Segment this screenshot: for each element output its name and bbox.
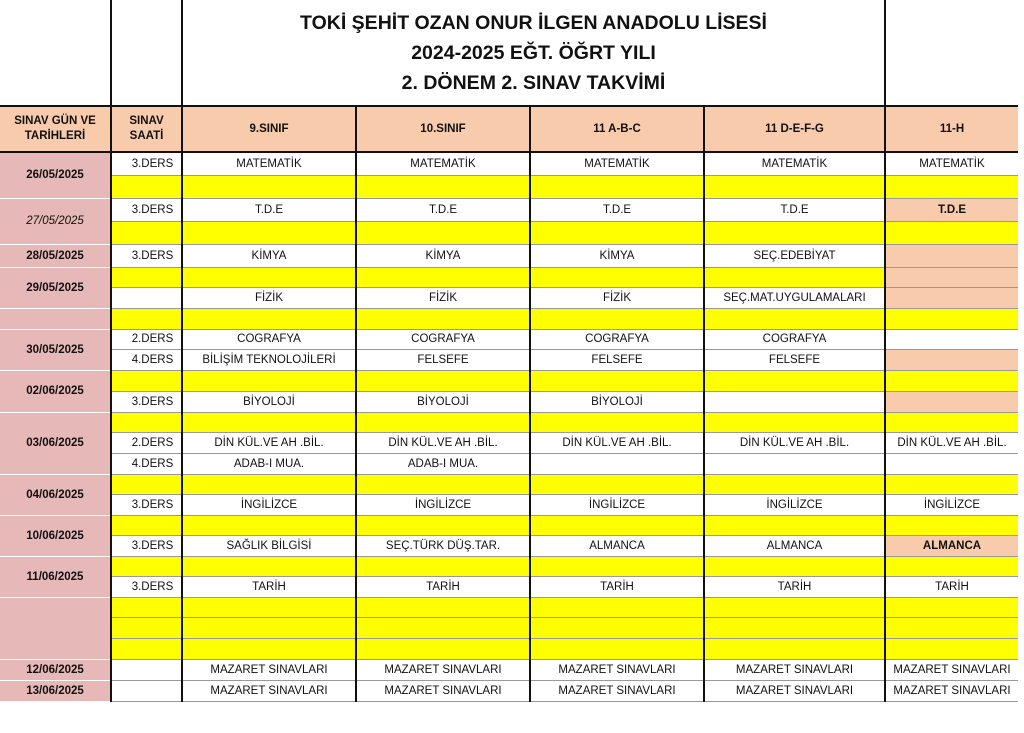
subject-cell-grade-11-defg[interactable]: ALMANCA bbox=[704, 535, 885, 556]
subject-cell-grade-11-h[interactable]: MATEMATİK bbox=[885, 152, 1018, 175]
subject-cell-grade-11-abc[interactable]: COGRAFYA bbox=[530, 329, 704, 349]
header-grade-11-h[interactable]: 11-H bbox=[885, 106, 1018, 152]
schedule-row bbox=[0, 221, 1018, 244]
subject-cell-grade-11-h[interactable] bbox=[885, 474, 1018, 494]
subject-cell-grade-9[interactable]: BİLİŞİM TEKNOLOJİLERİ bbox=[182, 349, 356, 370]
subject-cell-grade-10[interactable]: COGRAFYA bbox=[356, 329, 530, 349]
schedule-row bbox=[0, 659, 1018, 680]
blank-corner-cell[interactable] bbox=[885, 0, 1018, 106]
subject-cell-grade-11-h[interactable]: MAZARET SINAVLARI bbox=[885, 659, 1018, 680]
subject-cell-grade-10[interactable] bbox=[356, 515, 530, 535]
date-cell[interactable]: 29/05/2025 bbox=[0, 267, 111, 308]
subject-cell-grade-11-defg[interactable]: DİN KÜL.VE AH .BİL. bbox=[704, 432, 885, 453]
subject-cell-grade-9[interactable]: MAZARET SINAVLARI bbox=[182, 659, 356, 680]
subject-cell-grade-10[interactable] bbox=[356, 175, 530, 198]
subject-cell-grade-11-abc[interactable] bbox=[530, 267, 704, 287]
schedule-row bbox=[0, 244, 1018, 267]
subject-cell-grade-9[interactable]: KİMYA bbox=[182, 244, 356, 267]
subject-cell-grade-11-abc[interactable]: İNGİLİZCE bbox=[530, 494, 704, 515]
time-cell[interactable] bbox=[111, 370, 182, 391]
subject-cell-grade-10[interactable]: ADAB-I MUA. bbox=[356, 453, 530, 474]
time-cell[interactable]: 2.DERS bbox=[111, 432, 182, 453]
date-cell[interactable]: 27/05/2025 bbox=[0, 198, 111, 244]
subject-cell-grade-11-abc[interactable]: FİZİK bbox=[530, 287, 704, 308]
subject-cell-grade-11-abc[interactable]: ALMANCA bbox=[530, 535, 704, 556]
subject-cell-grade-11-h[interactable] bbox=[885, 597, 1018, 617]
time-cell[interactable]: 3.DERS bbox=[111, 198, 182, 221]
subject-cell-grade-11-abc[interactable]: MAZARET SINAVLARI bbox=[530, 680, 704, 701]
time-cell[interactable] bbox=[111, 308, 182, 329]
time-cell[interactable] bbox=[111, 412, 182, 432]
blank-corner-cell[interactable] bbox=[111, 0, 182, 106]
header-grade-11-abc[interactable]: 11 A-B-C bbox=[530, 106, 704, 152]
time-cell[interactable] bbox=[111, 597, 182, 617]
time-cell[interactable]: 4.DERS bbox=[111, 349, 182, 370]
subject-cell-grade-11-defg[interactable]: MATEMATİK bbox=[704, 152, 885, 175]
subject-cell-grade-10[interactable]: KİMYA bbox=[356, 244, 530, 267]
date-cell[interactable]: 10/06/2025 bbox=[0, 515, 111, 556]
subject-cell-grade-11-h[interactable] bbox=[885, 308, 1018, 329]
subject-cell-grade-11-abc[interactable]: TARİH bbox=[530, 576, 704, 597]
subject-cell-grade-11-defg[interactable] bbox=[704, 474, 885, 494]
subject-cell-grade-11-defg[interactable] bbox=[704, 412, 885, 432]
subject-cell-grade-9[interactable]: DİN KÜL.VE AH .BİL. bbox=[182, 432, 356, 453]
subject-cell-grade-11-abc[interactable]: FELSEFE bbox=[530, 349, 704, 370]
subject-cell-grade-11-h[interactable] bbox=[885, 391, 1018, 412]
subject-cell-grade-11-h[interactable] bbox=[885, 175, 1018, 198]
schedule-row bbox=[0, 370, 1018, 391]
subject-cell-grade-11-h[interactable] bbox=[885, 412, 1018, 432]
header-grade-11-defg[interactable]: 11 D-E-F-G bbox=[704, 106, 885, 152]
subject-cell-grade-11-abc[interactable]: DİN KÜL.VE AH .BİL. bbox=[530, 432, 704, 453]
date-cell[interactable]: 26/05/2025 bbox=[0, 152, 111, 198]
subject-cell-grade-9[interactable] bbox=[182, 617, 356, 638]
schedule-row bbox=[0, 175, 1018, 198]
time-cell[interactable]: 3.DERS bbox=[111, 244, 182, 267]
schedule-title: 2. DÖNEM 2. SINAV TAKVİMİ bbox=[401, 71, 666, 94]
schedule-row bbox=[0, 412, 1018, 432]
subject-cell-grade-11-abc[interactable]: MAZARET SINAVLARI bbox=[530, 659, 704, 680]
time-cell[interactable]: 3.DERS bbox=[111, 391, 182, 412]
time-cell[interactable]: 3.DERS bbox=[111, 494, 182, 515]
time-cell[interactable] bbox=[111, 287, 182, 308]
subject-cell-grade-11-h[interactable]: ALMANCA bbox=[885, 535, 1018, 556]
schedule-row bbox=[0, 535, 1018, 556]
subject-cell-grade-9[interactable] bbox=[182, 308, 356, 329]
schedule-row bbox=[0, 617, 1018, 638]
time-cell[interactable] bbox=[111, 680, 182, 701]
subject-cell-grade-10[interactable] bbox=[356, 370, 530, 391]
subject-cell-grade-9[interactable] bbox=[182, 175, 356, 198]
time-cell[interactable] bbox=[111, 556, 182, 576]
subject-cell-grade-10[interactable]: MATEMATİK bbox=[356, 152, 530, 175]
subject-cell-grade-10[interactable]: FİZİK bbox=[356, 287, 530, 308]
header-date[interactable]: SINAV GÜN VE TARİHLERİ bbox=[0, 106, 111, 152]
subject-cell-grade-11-defg[interactable]: T.D.E bbox=[704, 198, 885, 221]
subject-cell-grade-11-abc[interactable] bbox=[530, 308, 704, 329]
subject-cell-grade-11-abc[interactable] bbox=[530, 412, 704, 432]
subject-cell-grade-11-defg[interactable]: SEÇ.EDEBİYAT bbox=[704, 244, 885, 267]
time-cell[interactable]: 4.DERS bbox=[111, 453, 182, 474]
time-cell[interactable]: 3.DERS bbox=[111, 152, 182, 175]
subject-cell-grade-11-abc[interactable]: KİMYA bbox=[530, 244, 704, 267]
time-cell[interactable] bbox=[111, 659, 182, 680]
subject-cell-grade-9[interactable] bbox=[182, 412, 356, 432]
date-cell[interactable] bbox=[0, 597, 111, 659]
schedule-row bbox=[0, 453, 1018, 474]
blank-corner-cell[interactable] bbox=[0, 0, 111, 106]
subject-cell-grade-9[interactable]: ADAB-I MUA. bbox=[182, 453, 356, 474]
school-name: TOKİ ŞEHİT OZAN ONUR İLGEN ANADOLU LİSESİ bbox=[300, 11, 767, 34]
subject-cell-grade-11-abc[interactable]: MATEMATİK bbox=[530, 152, 704, 175]
subject-cell-grade-9[interactable]: TARİH bbox=[182, 576, 356, 597]
subject-cell-grade-11-h[interactable] bbox=[885, 515, 1018, 535]
subject-cell-grade-11-defg[interactable] bbox=[704, 267, 885, 287]
schedule-row bbox=[0, 329, 1018, 349]
subject-cell-grade-11-defg[interactable] bbox=[704, 515, 885, 535]
subject-cell-grade-9[interactable]: BİYOLOJİ bbox=[182, 391, 356, 412]
schedule-row bbox=[0, 556, 1018, 576]
subject-cell-grade-11-h[interactable] bbox=[885, 349, 1018, 370]
title-cell[interactable] bbox=[182, 0, 885, 106]
subject-cell-grade-10[interactable]: BİYOLOJİ bbox=[356, 391, 530, 412]
subject-cell-grade-11-h[interactable]: T.D.E bbox=[885, 198, 1018, 221]
subject-cell-grade-9[interactable] bbox=[182, 638, 356, 659]
subject-cell-grade-11-defg[interactable] bbox=[704, 597, 885, 617]
schedule-row bbox=[0, 308, 1018, 329]
subject-cell-grade-11-defg[interactable] bbox=[704, 391, 885, 412]
date-cell[interactable]: 03/06/2025 bbox=[0, 412, 111, 474]
subject-cell-grade-11-h[interactable] bbox=[885, 287, 1018, 308]
schedule-row bbox=[0, 267, 1018, 287]
subject-cell-grade-11-h[interactable] bbox=[885, 329, 1018, 349]
subject-cell-grade-9[interactable] bbox=[182, 267, 356, 287]
subject-cell-grade-11-h[interactable] bbox=[885, 221, 1018, 244]
subject-cell-grade-11-abc[interactable] bbox=[530, 453, 704, 474]
subject-cell-grade-9[interactable] bbox=[182, 370, 356, 391]
subject-cell-grade-11-h[interactable]: TARİH bbox=[885, 576, 1018, 597]
subject-cell-grade-10[interactable]: FELSEFE bbox=[356, 349, 530, 370]
subject-cell-grade-11-abc[interactable] bbox=[530, 221, 704, 244]
subject-cell-grade-11-defg[interactable] bbox=[704, 453, 885, 474]
date-cell[interactable]: 13/06/2025 bbox=[0, 680, 111, 701]
subject-cell-grade-11-defg[interactable]: MAZARET SINAVLARI bbox=[704, 659, 885, 680]
date-cell[interactable] bbox=[0, 308, 111, 329]
time-cell[interactable] bbox=[111, 515, 182, 535]
subject-cell-grade-11-h[interactable] bbox=[885, 370, 1018, 391]
title-row bbox=[0, 0, 1018, 106]
subject-cell-grade-9[interactable] bbox=[182, 556, 356, 576]
schedule-row bbox=[0, 198, 1018, 221]
subject-cell-grade-11-defg[interactable]: MAZARET SINAVLARI bbox=[704, 680, 885, 701]
subject-cell-grade-11-abc[interactable] bbox=[530, 617, 704, 638]
header-grade-9[interactable]: 9.SINIF bbox=[182, 106, 356, 152]
subject-cell-grade-11-abc[interactable] bbox=[530, 370, 704, 391]
subject-cell-grade-9[interactable] bbox=[182, 221, 356, 244]
time-cell[interactable] bbox=[111, 221, 182, 244]
subject-cell-grade-10[interactable] bbox=[356, 597, 530, 617]
schedule-row bbox=[0, 152, 1018, 175]
subject-cell-grade-11-defg[interactable] bbox=[704, 370, 885, 391]
time-cell[interactable] bbox=[111, 617, 182, 638]
schedule-row bbox=[0, 349, 1018, 370]
schedule-row bbox=[0, 638, 1018, 659]
subject-cell-grade-10[interactable]: MAZARET SINAVLARI bbox=[356, 680, 530, 701]
subject-cell-grade-10[interactable]: TARİH bbox=[356, 576, 530, 597]
subject-cell-grade-10[interactable] bbox=[356, 617, 530, 638]
schedule-row bbox=[0, 287, 1018, 308]
subject-cell-grade-10[interactable] bbox=[356, 638, 530, 659]
subject-cell-grade-10[interactable] bbox=[356, 267, 530, 287]
time-cell[interactable] bbox=[111, 638, 182, 659]
subject-cell-grade-11-abc[interactable] bbox=[530, 175, 704, 198]
schedule-row bbox=[0, 597, 1018, 617]
subject-cell-grade-11-defg[interactable] bbox=[704, 221, 885, 244]
subject-cell-grade-11-defg[interactable]: TARİH bbox=[704, 576, 885, 597]
subject-cell-grade-9[interactable]: İNGİLİZCE bbox=[182, 494, 356, 515]
subject-cell-grade-11-abc[interactable] bbox=[530, 597, 704, 617]
subject-cell-grade-11-defg[interactable] bbox=[704, 308, 885, 329]
subject-cell-grade-11-abc[interactable] bbox=[530, 556, 704, 576]
subject-cell-grade-10[interactable] bbox=[356, 308, 530, 329]
time-cell[interactable]: 2.DERS bbox=[111, 329, 182, 349]
subject-cell-grade-11-h[interactable]: DİN KÜL.VE AH .BİL. bbox=[885, 432, 1018, 453]
subject-cell-grade-10[interactable]: DİN KÜL.VE AH .BİL. bbox=[356, 432, 530, 453]
subject-cell-grade-10[interactable] bbox=[356, 474, 530, 494]
subject-cell-grade-11-abc[interactable] bbox=[530, 638, 704, 659]
date-cell[interactable]: 02/06/2025 bbox=[0, 370, 111, 412]
subject-cell-grade-9[interactable]: COGRAFYA bbox=[182, 329, 356, 349]
schedule-row bbox=[0, 432, 1018, 453]
schedule-row bbox=[0, 494, 1018, 515]
subject-cell-grade-11-defg[interactable] bbox=[704, 556, 885, 576]
subject-cell-grade-9[interactable]: T.D.E bbox=[182, 198, 356, 221]
subject-cell-grade-9[interactable]: FİZİK bbox=[182, 287, 356, 308]
header-time[interactable]: SINAV SAATİ bbox=[111, 106, 182, 152]
subject-cell-grade-11-h[interactable] bbox=[885, 556, 1018, 576]
time-cell[interactable] bbox=[111, 175, 182, 198]
schedule-row bbox=[0, 515, 1018, 535]
subject-cell-grade-11-abc[interactable] bbox=[530, 515, 704, 535]
time-cell[interactable]: 3.DERS bbox=[111, 576, 182, 597]
subject-cell-grade-9[interactable]: SAĞLIK BİLGİSİ bbox=[182, 535, 356, 556]
time-cell[interactable] bbox=[111, 267, 182, 287]
subject-cell-grade-11-abc[interactable]: T.D.E bbox=[530, 198, 704, 221]
subject-cell-grade-11-defg[interactable]: FELSEFE bbox=[704, 349, 885, 370]
subject-cell-grade-9[interactable]: MAZARET SINAVLARI bbox=[182, 680, 356, 701]
subject-cell-grade-11-defg[interactable] bbox=[704, 617, 885, 638]
subject-cell-grade-11-h[interactable]: MAZARET SINAVLARI bbox=[885, 680, 1018, 701]
date-cell[interactable]: 28/05/2025 bbox=[0, 244, 111, 267]
date-cell[interactable]: 04/06/2025 bbox=[0, 474, 111, 515]
subject-cell-grade-11-abc[interactable]: BİYOLOJİ bbox=[530, 391, 704, 412]
schedule-row bbox=[0, 680, 1018, 701]
subject-cell-grade-10[interactable] bbox=[356, 221, 530, 244]
date-cell[interactable]: 11/06/2025 bbox=[0, 556, 111, 597]
subject-cell-grade-10[interactable]: İNGİLİZCE bbox=[356, 494, 530, 515]
time-cell[interactable] bbox=[111, 474, 182, 494]
subject-cell-grade-11-defg[interactable] bbox=[704, 638, 885, 659]
subject-cell-grade-11-h[interactable] bbox=[885, 617, 1018, 638]
date-cell[interactable]: 30/05/2025 bbox=[0, 329, 111, 370]
subject-cell-grade-11-abc[interactable] bbox=[530, 474, 704, 494]
subject-cell-grade-11-h[interactable] bbox=[885, 267, 1018, 287]
subject-cell-grade-9[interactable] bbox=[182, 515, 356, 535]
date-cell[interactable]: 12/06/2025 bbox=[0, 659, 111, 680]
header-row bbox=[0, 106, 1018, 152]
subject-cell-grade-11-h[interactable] bbox=[885, 244, 1018, 267]
schedule-row bbox=[0, 576, 1018, 597]
subject-cell-grade-9[interactable]: MATEMATİK bbox=[182, 152, 356, 175]
time-cell[interactable]: 3.DERS bbox=[111, 535, 182, 556]
subject-cell-grade-11-defg[interactable] bbox=[704, 175, 885, 198]
header-grade-10[interactable]: 10.SINIF bbox=[356, 106, 530, 152]
subject-cell-grade-11-defg[interactable]: İNGİLİZCE bbox=[704, 494, 885, 515]
subject-cell-grade-11-h[interactable] bbox=[885, 638, 1018, 659]
subject-cell-grade-9[interactable] bbox=[182, 597, 356, 617]
subject-cell-grade-10[interactable] bbox=[356, 412, 530, 432]
subject-cell-grade-10[interactable]: MAZARET SINAVLARI bbox=[356, 659, 530, 680]
subject-cell-grade-10[interactable] bbox=[356, 556, 530, 576]
subject-cell-grade-11-h[interactable] bbox=[885, 453, 1018, 474]
subject-cell-grade-11-defg[interactable]: COGRAFYA bbox=[704, 329, 885, 349]
subject-cell-grade-10[interactable]: T.D.E bbox=[356, 198, 530, 221]
subject-cell-grade-11-defg[interactable]: SEÇ.MAT.UYGULAMALARI bbox=[704, 287, 885, 308]
schedule-row bbox=[0, 474, 1018, 494]
subject-cell-grade-9[interactable] bbox=[182, 474, 356, 494]
subject-cell-grade-10[interactable]: SEÇ.TÜRK DÜŞ.TAR. bbox=[356, 535, 530, 556]
schedule-row bbox=[0, 391, 1018, 412]
subject-cell-grade-11-h[interactable]: İNGİLİZCE bbox=[885, 494, 1018, 515]
academic-year: 2024-2025 EĞT. ÖĞRT YILI bbox=[411, 41, 656, 64]
